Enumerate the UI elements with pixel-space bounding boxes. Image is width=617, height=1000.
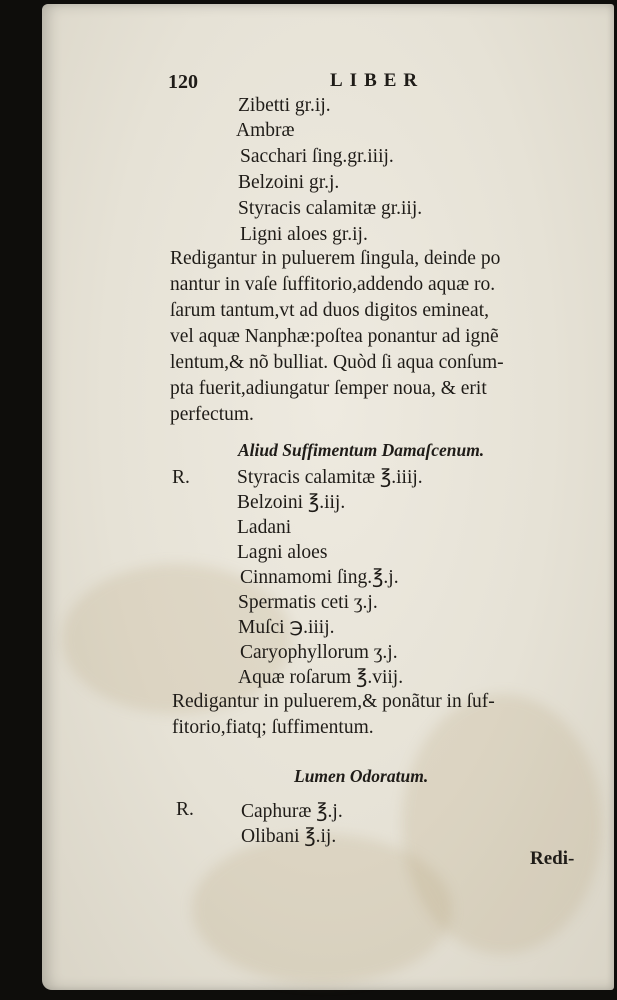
ingredient-line: Aquæ roſarum ℥.viij. bbox=[238, 667, 404, 688]
recipe-mark: R. bbox=[172, 467, 190, 488]
ingredient-line: Belzoini gr.j. bbox=[238, 172, 340, 193]
paragraph-line: Redigantur in puluerem ſingula, deinde po bbox=[170, 248, 501, 269]
ingredient-line: Styracis calamitæ ℥.iiij. bbox=[237, 467, 423, 488]
ingredient-line: Olibani ℥.ij. bbox=[241, 826, 337, 847]
page-number: 120 bbox=[168, 71, 198, 93]
paragraph-line: vel aquæ Nanphæ:poſtea ponantur ad ignẽ bbox=[170, 326, 499, 347]
recipe-mark: R. bbox=[176, 799, 194, 820]
paragraph-line: perfectum. bbox=[170, 404, 254, 425]
paragraph-line: pta fuerit,adiungatur ſemper noua, & erit bbox=[170, 378, 487, 399]
ingredient-line: Belzoini ℥.iij. bbox=[237, 492, 346, 513]
ingredient-line: Lagni aloes bbox=[237, 542, 328, 563]
ingredient-line: Styracis calamitæ gr.iij. bbox=[238, 198, 423, 219]
paragraph-line: nantur in vaſe ſuffitorio,addendo aquæ ro. bbox=[170, 274, 496, 295]
paragraph-line: ſarum tantum,vt ad duos digitos emineat, bbox=[170, 300, 489, 321]
ingredient-line: Ligni aloes gr.ij. bbox=[240, 224, 368, 245]
ingredient-line: Cinnamomi ſing.℥.j. bbox=[240, 567, 399, 588]
paragraph-line: fitorio,fiatq; ſuffimentum. bbox=[172, 717, 374, 738]
ingredient-line: Muſci ℈.iiij. bbox=[238, 617, 335, 638]
ingredient-line: Ambræ bbox=[236, 120, 295, 141]
ingredient-line: Caryophyllorum ʒ.j. bbox=[240, 642, 398, 663]
paragraph-line: lentum,& nõ bulliat. Quòd ſi aqua conſum- bbox=[170, 352, 504, 373]
section-heading: Aliud Suffimentum Damaſcenum. bbox=[238, 440, 485, 460]
ingredient-line: Zibetti gr.ij. bbox=[238, 95, 331, 116]
paragraph-line: Redigantur in puluerem,& ponãtur in ſuf- bbox=[172, 691, 495, 712]
running-head: LIBER bbox=[330, 70, 425, 91]
ingredient-line: Caphuræ ℥.j. bbox=[241, 801, 343, 822]
ingredient-line: Ladani bbox=[237, 517, 292, 538]
ingredient-line: Spermatis ceti ʒ.j. bbox=[238, 592, 378, 613]
ingredient-line: Sacchari ſing.gr.iiij. bbox=[240, 146, 394, 167]
water-stain bbox=[192, 834, 452, 984]
section-heading: Lumen Odoratum. bbox=[294, 766, 429, 786]
catchword: Redi- bbox=[530, 848, 575, 869]
